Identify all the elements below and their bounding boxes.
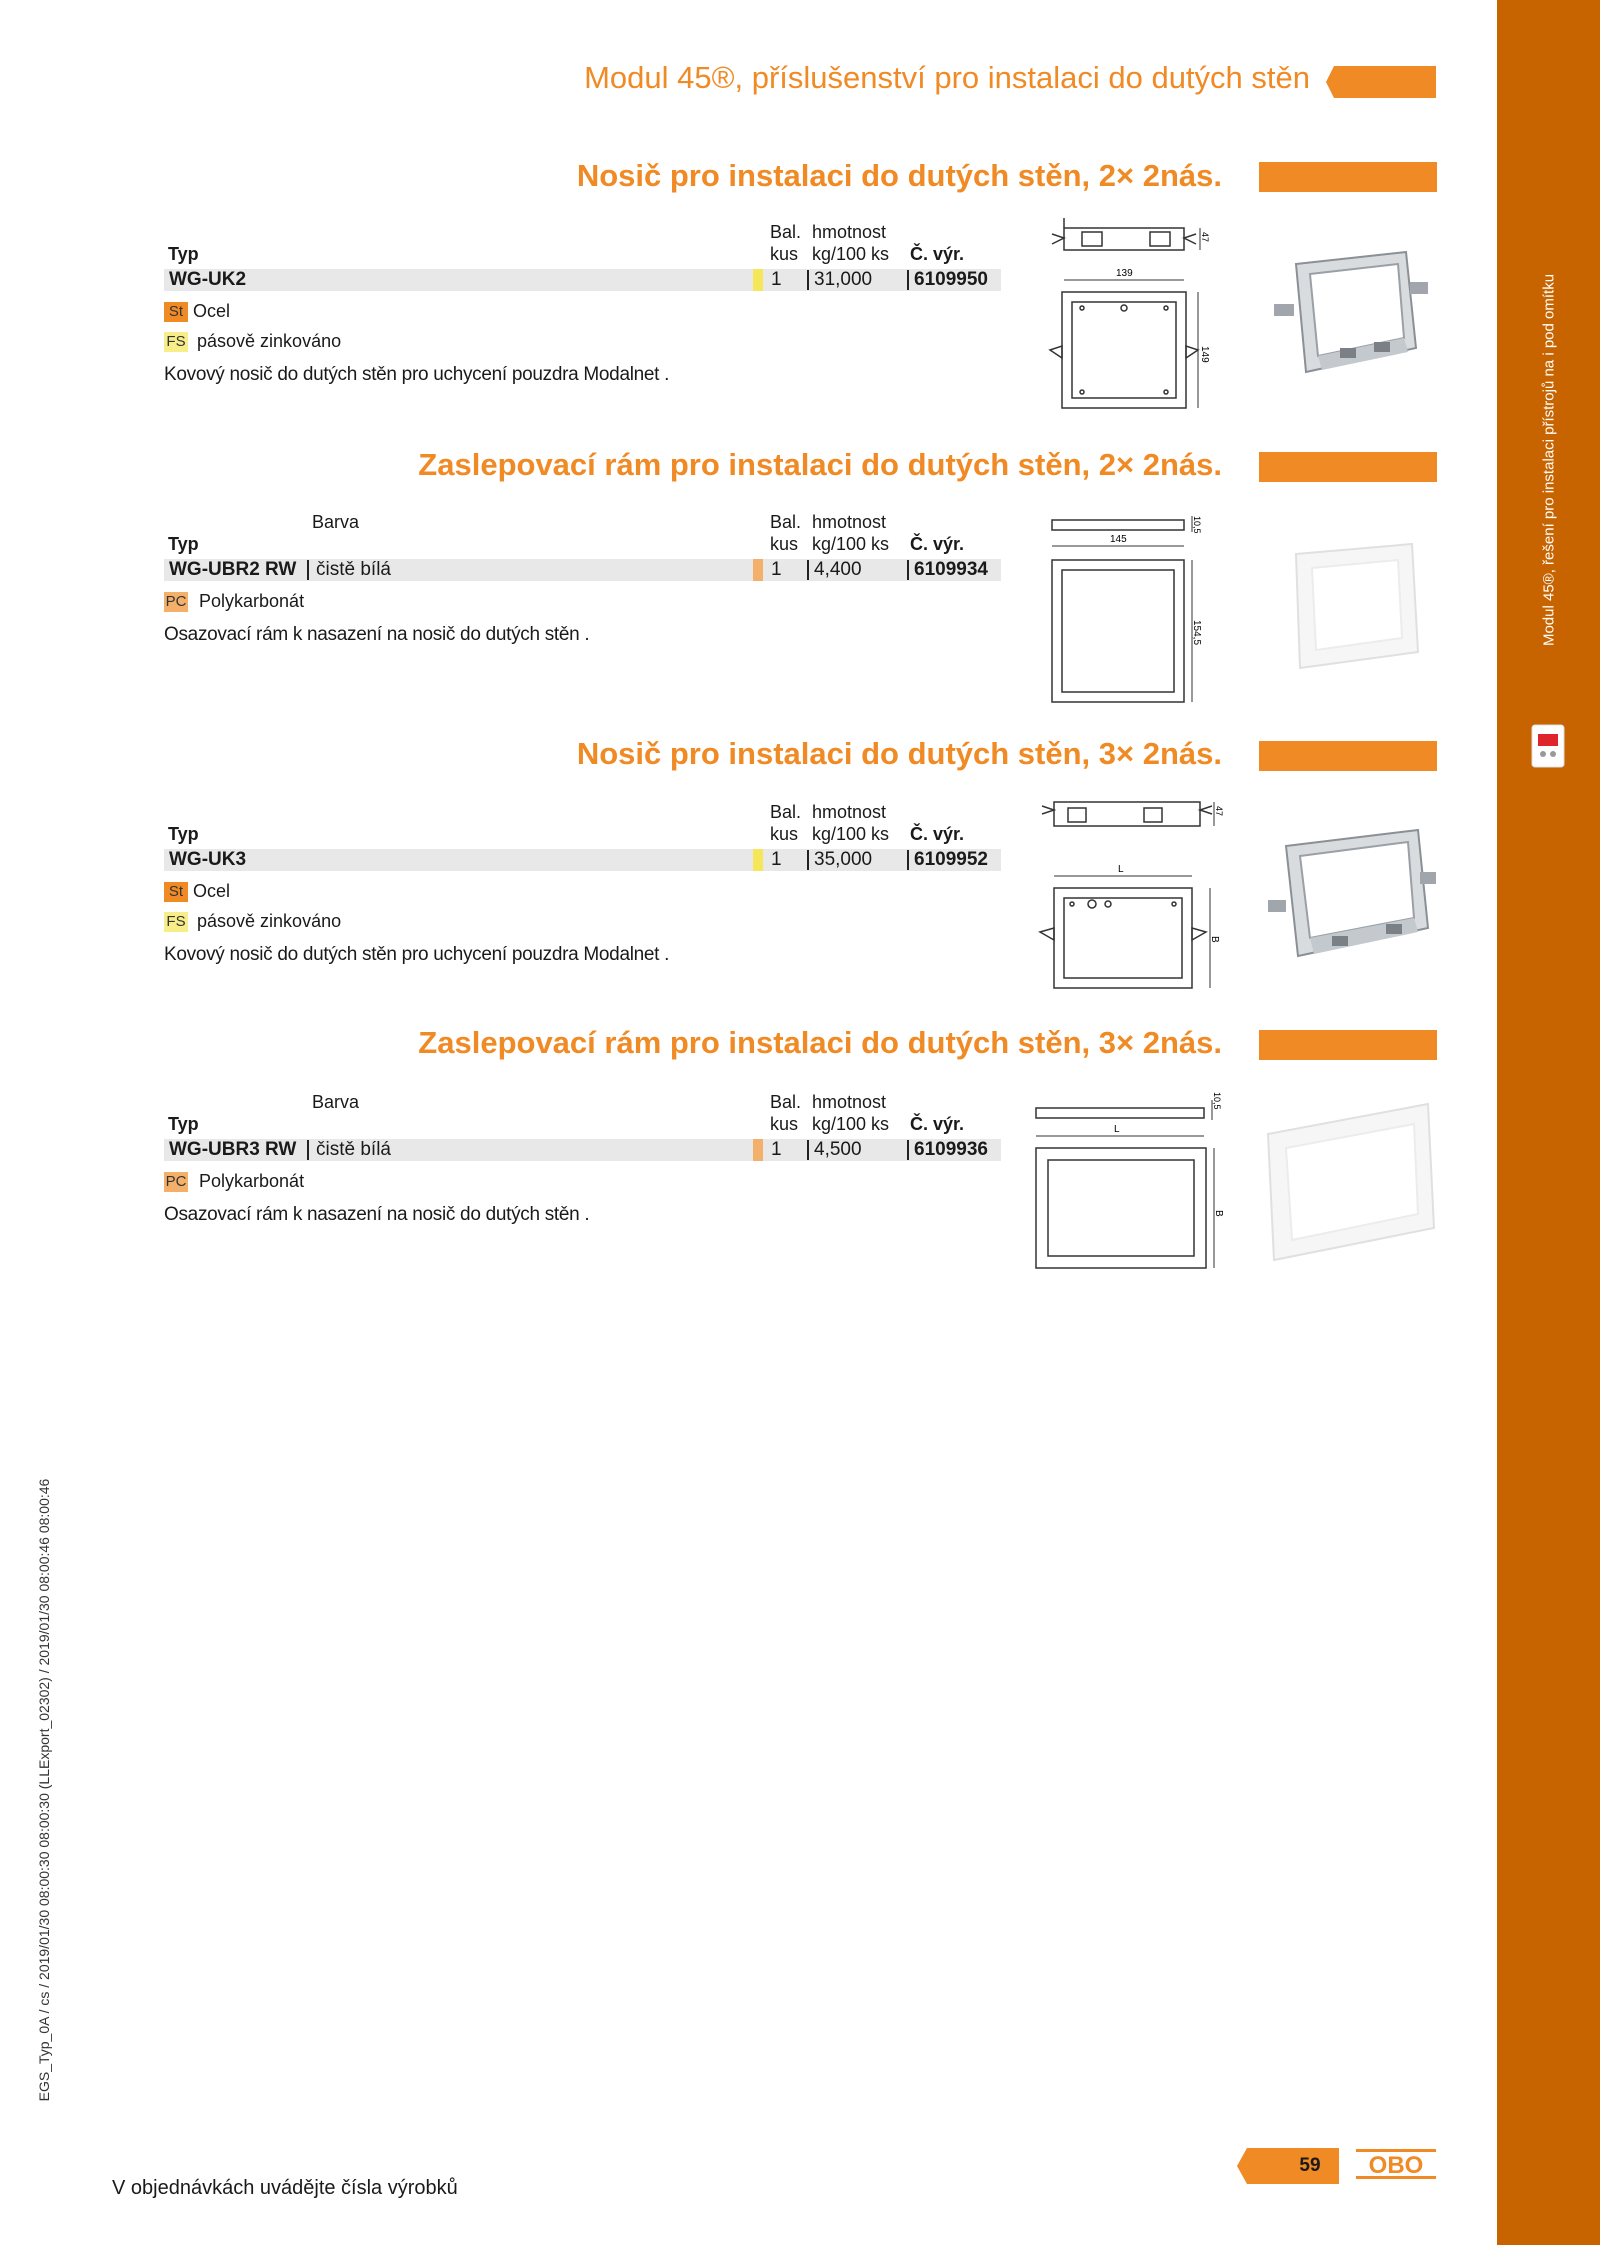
type-header: Typ xyxy=(168,244,199,264)
material-label: pásově zinkováno xyxy=(197,331,342,351)
yellow-marker xyxy=(753,849,763,871)
page-number: 59 xyxy=(1299,2155,1321,2176)
pack-header: Bal. xyxy=(770,222,802,242)
section-bar xyxy=(1259,452,1437,482)
section-bar xyxy=(1259,162,1437,192)
yellow-marker xyxy=(753,269,763,291)
weight-unit-header: kg/100 ks xyxy=(812,244,890,264)
dimension-label: 10,5 xyxy=(1212,1092,1222,1110)
type-header: Typ xyxy=(168,824,199,844)
weight-unit-header: kg/100 ks xyxy=(812,1114,890,1134)
separator xyxy=(807,560,809,580)
header-tab xyxy=(1326,66,1436,98)
article-header: Č. výr. xyxy=(910,534,965,554)
material-label: pásově zinkováno xyxy=(197,911,342,931)
weight-value: 4,400 xyxy=(814,559,862,580)
orange-marker xyxy=(753,559,763,581)
product-photo xyxy=(1264,1100,1440,1270)
material-label: Polykarbonát xyxy=(199,1171,305,1191)
separator xyxy=(307,1140,309,1160)
weight-value: 35,000 xyxy=(814,849,873,870)
material-label: Ocel xyxy=(193,301,231,321)
section-title: Zaslepovací rám pro instalaci do dutých stěn, 3× 2nás. xyxy=(418,1025,1222,1060)
weight-header: hmotnost xyxy=(812,222,887,242)
product-color: čistě bílá xyxy=(316,559,391,580)
footer-note: V objednávkách uvádějte čísla výrobků xyxy=(112,2177,458,2199)
material-label: Polykarbonát xyxy=(199,591,305,611)
dimension-label: 47 xyxy=(1200,232,1210,243)
technical-drawing xyxy=(1032,510,1208,710)
article-header: Č. výr. xyxy=(910,1114,965,1134)
weight-header: hmotnost xyxy=(812,512,887,532)
technical-drawing xyxy=(1026,1090,1226,1280)
article-header: Č. výr. xyxy=(910,244,965,264)
section-bar xyxy=(1259,1030,1437,1060)
weight-header: hmotnost xyxy=(812,1092,887,1112)
material-label: Ocel xyxy=(193,881,231,901)
product-photo xyxy=(1286,540,1424,672)
article-header: Č. výr. xyxy=(910,824,965,844)
obo-logo xyxy=(1356,2148,1436,2180)
article-number: 6109952 xyxy=(914,849,988,870)
pack-unit-header: kus xyxy=(770,1114,799,1134)
svg-text:OBO: OBO xyxy=(1368,2152,1424,2179)
section-title: Zaslepovací rám pro instalaci do dutých stěn, 2× 2nás. xyxy=(418,447,1222,482)
dimension-label: 154,5 xyxy=(1191,620,1202,646)
pack-value: 1 xyxy=(771,1139,782,1160)
separator xyxy=(307,560,309,580)
dimension-label: B xyxy=(1209,936,1220,943)
article-number: 6109950 xyxy=(914,269,988,290)
material-badge-st: St xyxy=(164,882,188,902)
product-photo xyxy=(1266,244,1434,384)
pack-unit-header: kus xyxy=(770,824,799,844)
dimension-label: B xyxy=(1213,1210,1224,1217)
product-color: čistě bílá xyxy=(316,1139,391,1160)
separator xyxy=(807,850,809,870)
dimension-label: L xyxy=(1118,864,1124,875)
product-row xyxy=(164,1139,1001,1161)
product-type: WG-UK3 xyxy=(169,849,247,870)
material-badge-fs: FS xyxy=(164,912,188,932)
material-badge-st: St xyxy=(164,302,188,322)
pack-unit-header: kus xyxy=(770,244,799,264)
socket-device-icon xyxy=(1531,724,1565,768)
material-badge-fs: FS xyxy=(164,332,188,352)
technical-drawing xyxy=(1032,208,1208,418)
product-type: WG-UBR2 RW xyxy=(169,559,297,580)
dimension-label: 149 xyxy=(1199,346,1210,363)
type-header: Typ xyxy=(168,534,199,554)
section-title: Nosič pro instalaci do dutých stěn, 2× 2nás. xyxy=(576,158,1222,193)
material-badge-pc: PC xyxy=(165,593,187,610)
color-header: Barva xyxy=(312,512,360,532)
product-description: Osazovací rám k nasazení na nosič do dutých stěn . xyxy=(164,1204,590,1225)
pack-value: 1 xyxy=(771,559,782,580)
pack-value: 1 xyxy=(771,269,782,290)
separator xyxy=(807,270,809,290)
product-description: Kovový nosič do dutých stěn pro uchycení pouzdra Modalnet . xyxy=(164,944,670,965)
dimension-label: 47 xyxy=(1214,806,1224,817)
pack-header: Bal. xyxy=(770,1092,802,1112)
technical-drawing xyxy=(1032,792,1222,1002)
weight-value: 4,500 xyxy=(814,1139,862,1160)
dimension-label: L xyxy=(1114,1124,1120,1135)
separator xyxy=(907,560,909,580)
section-bar xyxy=(1259,741,1437,771)
type-header: Typ xyxy=(168,1114,199,1134)
weight-unit-header: kg/100 ks xyxy=(812,534,890,554)
separator xyxy=(907,1140,909,1160)
material-badge-pc: PC xyxy=(165,1173,187,1190)
side-label: Modul 45®, řešení pro instalaci přístrojů na i pod omítku xyxy=(1540,273,1558,647)
product-description: Osazovací rám k nasazení na nosič do dutých stěn . xyxy=(164,624,590,645)
pack-header: Bal. xyxy=(770,802,802,822)
separator xyxy=(907,270,909,290)
product-type: WG-UBR3 RW xyxy=(169,1139,297,1160)
orange-marker xyxy=(753,1139,763,1161)
weight-header: hmotnost xyxy=(812,802,887,822)
color-header: Barva xyxy=(312,1092,360,1112)
separator xyxy=(807,1140,809,1160)
product-type: WG-UK2 xyxy=(169,269,247,290)
weight-value: 31,000 xyxy=(814,269,873,290)
weight-unit-header: kg/100 ks xyxy=(812,824,890,844)
article-number: 6109936 xyxy=(914,1139,988,1160)
product-row xyxy=(164,559,1001,581)
product-photo xyxy=(1262,820,1438,970)
dimension-label: 139 xyxy=(1116,268,1133,279)
pack-unit-header: kus xyxy=(770,534,799,554)
dimension-label: 10,5 xyxy=(1192,516,1202,534)
product-description: Kovový nosič do dutých stěn pro uchycení pouzdra Modalnet . xyxy=(164,364,670,385)
print-meta: EGS_Typ_0A / cs / 2019/01/30 08:00:30 08:00:30 (LLExport_02302) / 2019/01/30 08:00:46 08:00:46 xyxy=(36,1478,52,2102)
separator xyxy=(907,850,909,870)
product-row xyxy=(164,269,1001,291)
dimension-label: 145 xyxy=(1110,534,1127,545)
page-title: Modul 45®, příslušenství pro instalaci do dutých stěn xyxy=(584,60,1310,95)
pack-value: 1 xyxy=(771,849,782,870)
section-title: Nosič pro instalaci do dutých stěn, 3× 2nás. xyxy=(576,736,1222,771)
product-row xyxy=(164,849,1001,871)
pack-header: Bal. xyxy=(770,512,802,532)
article-number: 6109934 xyxy=(914,559,988,580)
